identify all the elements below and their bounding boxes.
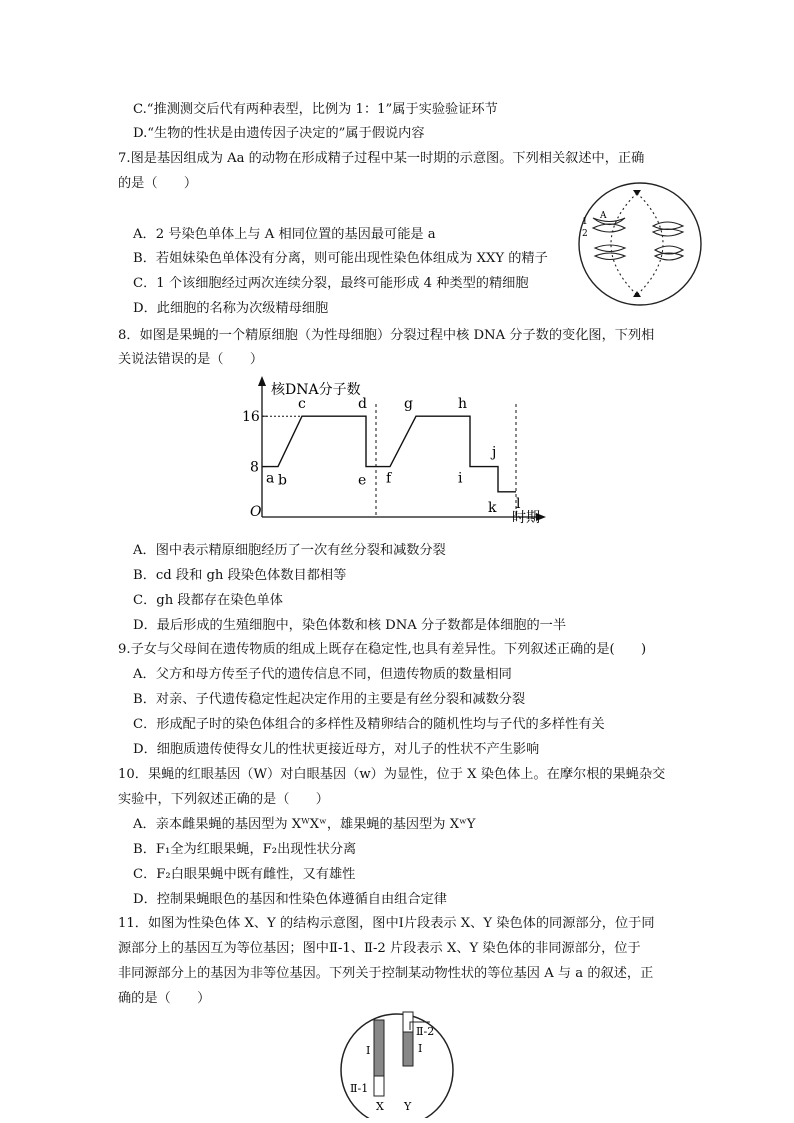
- q11-stem-line1: 11．如图为性染色体 X、Y 的结构示意图，图中Ⅰ片段表示 X、Y 染色体的同源部分，位于同: [118, 916, 655, 931]
- q9-option-d: D．细胞质遗传使得女儿的性状更接近母方，对儿子的性状不产生影响: [133, 742, 540, 757]
- q9-option-c: C．形成配子时的染色体组合的多样性及精卵结合的随机性均与子代的多样性有关: [133, 717, 605, 732]
- q7-stem-line1: 7.图是基因组成为 Aa 的动物在形成精子过程中某一时期的示意图。下列相关叙述中，正确: [118, 151, 645, 166]
- label-seg-ii-1: Ⅱ-1: [350, 1082, 369, 1095]
- q8-stem-line2: 关说法错误的是（ ）: [118, 352, 264, 367]
- q11-sex-chromosome-figure: [338, 1010, 456, 1118]
- point-label-e: e: [358, 472, 367, 489]
- q9-option-a: A．父方和母方传至子代的遗传信息不同，但遗传物质的数量相同: [133, 667, 512, 682]
- q11-stem-line2: 源部分上的基因互为等位基因；图中Ⅱ-1、Ⅱ-2 片段表示 X、Y 染色体的非同源部分，位于: [118, 941, 641, 956]
- q9-option-b: B．对亲、子代遗传稳定性起决定作用的主要是有丝分裂和减数分裂: [133, 692, 526, 707]
- q7-cell-figure: [575, 180, 705, 308]
- point-label-j: j: [492, 444, 497, 461]
- q8-option-a: A．图中表示精原细胞经历了一次有丝分裂和减数分裂: [133, 543, 446, 558]
- q10-stem-line1: 10．果蝇的红眼基因（W）对白眼基因（w）为显性，位于 X 染色体上。在摩尔根的果蝇杂交: [118, 767, 666, 782]
- q10-option-c: C．F₂白眼果蝇中既有雌性，又有雄性: [133, 867, 356, 882]
- label-x: X: [376, 1100, 384, 1113]
- point-label-l: l: [516, 495, 521, 512]
- q6-option-c: C.“推测测交后代有两种表型，比例为 1：1”属于实验验证环节: [133, 102, 498, 117]
- point-label-a: a: [266, 470, 275, 487]
- x-chromosome-lower: [374, 1076, 384, 1096]
- chart-ylabel: 核DNA分子数: [271, 382, 361, 398]
- chart-y-arrow: [258, 376, 266, 386]
- q7-option-c: C．1 个该细胞经过两次连续分裂，最终可能形成 4 种类型的精细胞: [133, 276, 529, 291]
- q11-stem-line3: 非同源部分上的基因为非等位基因。下列关于控制某动物性状的等位基因 A 与 a 的叙述，正: [118, 966, 654, 981]
- chart-xlabel: 时期: [512, 510, 540, 526]
- y-tick-label-16: 16: [242, 409, 260, 426]
- q11-stem-line4: 确的是（ ）: [118, 991, 211, 1006]
- point-label-h: h: [458, 396, 468, 413]
- q7-label-a: A: [600, 211, 607, 221]
- q10-option-a: A．亲本雌果蝇的基因型为 XᵂXʷ，雄果蝇的基因型为 XʷY: [133, 817, 476, 832]
- q6-option-d: D.“生物的性状是由遗传因子决定的”属于假说内容: [133, 126, 425, 141]
- y-chromosome-lower: [403, 1032, 413, 1066]
- q8-option-b: B．cd 段和 gh 段染色体数目都相等: [133, 568, 347, 583]
- label-seg-ii-2: Ⅱ-2: [416, 1025, 435, 1038]
- label-y: Y: [404, 1100, 412, 1113]
- point-label-g: g: [404, 396, 413, 413]
- point-label-f: f: [386, 470, 392, 487]
- label-seg-i-x: Ⅰ: [366, 1044, 371, 1057]
- point-label-i: i: [458, 470, 463, 487]
- q10-option-d: D．控制果蝇眼色的基因和性染色体遵循自由组合定律: [133, 892, 447, 907]
- q7-stem-line2: 的是（ ）: [118, 176, 198, 191]
- q10-stem-line2: 实验中，下列叙述正确的是（ ）: [118, 792, 329, 807]
- chart-origin: O: [250, 504, 262, 520]
- q9-stem: 9.子女与父母间在遗传物质的组成上既存在稳定性,也具有差异性。下列叙述正确的是( ): [118, 642, 647, 657]
- q7-option-b: B．若姐妹染色单体没有分离，则可能出现性染色体组成为 XXY 的精子: [133, 251, 548, 266]
- q8-stem-line1: 8．如图是果蝇的一个精原细胞（为性母细胞）分裂过程中核 DNA 分子数的变化图，下列相: [118, 328, 655, 343]
- q7-option-d: D．此细胞的名称为次级精母细胞: [133, 301, 329, 316]
- q8-option-d: D．最后形成的生殖细胞中，染色体数和核 DNA 分子数都是体细胞的一半: [133, 618, 567, 633]
- point-label-c: c: [298, 396, 306, 413]
- point-label-k: k: [488, 499, 497, 516]
- q7-label-1: 1: [582, 217, 588, 227]
- q10-option-b: B．F₁全为红眼果蝇，F₂出现性状分离: [133, 842, 357, 857]
- y-tick-label-8: 8: [250, 459, 259, 476]
- q7-option-a: A．2 号染色单体上与 A 相同位置的基因最可能是 a: [133, 227, 436, 242]
- point-label-b: b: [278, 472, 287, 489]
- q8-dna-chart: [240, 372, 560, 532]
- label-seg-i-y: Ⅰ: [418, 1042, 423, 1055]
- q8-option-c: C．gh 段都存在染色单体: [133, 593, 283, 608]
- point-label-d: d: [358, 396, 367, 413]
- x-chromosome-upper: [374, 1020, 384, 1076]
- q7-label-2: 2: [582, 229, 588, 239]
